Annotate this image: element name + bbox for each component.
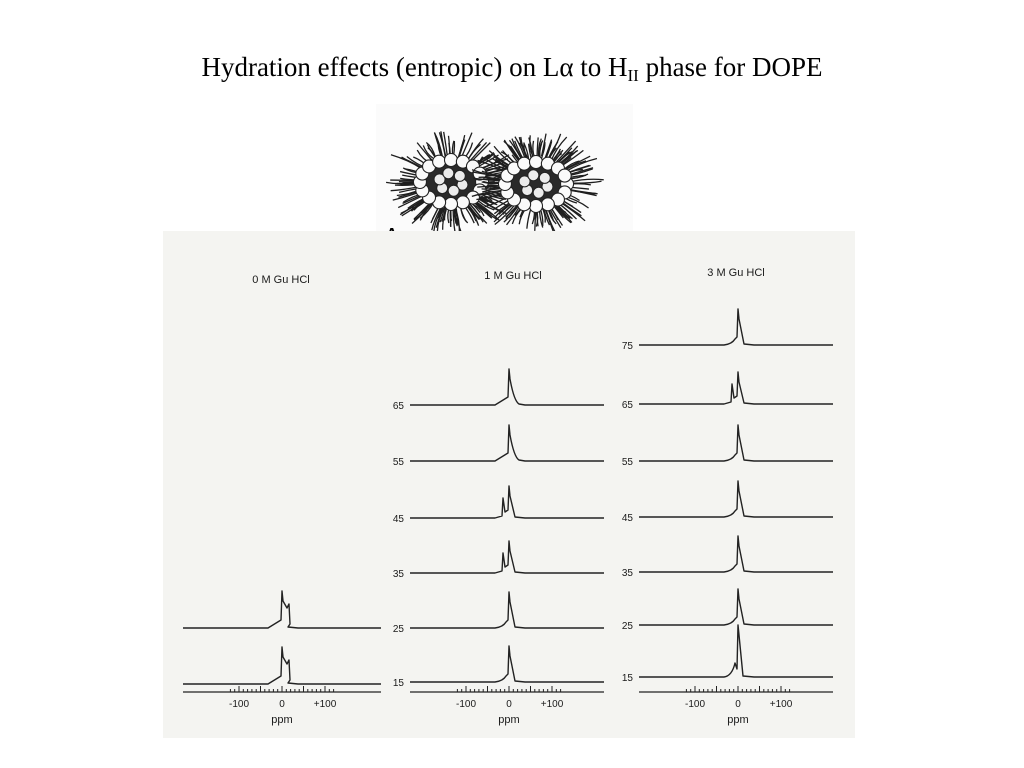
spectrum-trace — [639, 425, 833, 461]
title-end: phase for DOPE — [638, 52, 823, 82]
spectrum-row-label: 15 — [621, 673, 633, 684]
spectrum-trace — [639, 589, 833, 625]
spectrum-row-label: 35 — [621, 568, 633, 579]
spectrum-trace — [639, 481, 833, 517]
spectrum-row-label: 25 — [621, 621, 633, 632]
spectrum-row-label: 35 — [392, 569, 404, 580]
ppm-tick-label: 0 — [735, 699, 741, 710]
ppm-tick-label: +100 — [769, 699, 793, 710]
ppm-tick-label: -100 — [228, 699, 250, 710]
spectrum-row-label: 65 — [621, 400, 633, 411]
spectrum-row-label: 15 — [392, 678, 404, 689]
title-main: Hydration effects (entropic) on L — [201, 52, 560, 82]
spectrum-row-label: 55 — [392, 457, 404, 468]
spectrum-row-label: 45 — [621, 513, 633, 524]
spectrum-trace — [410, 369, 604, 405]
spectrum-row-label: 45 — [392, 514, 404, 525]
spectrum-trace — [183, 647, 381, 684]
title-mid: to H — [573, 52, 628, 82]
spectrum-row-label: 65 — [392, 401, 404, 412]
ppm-tick-label: 0 — [506, 699, 512, 710]
ppm-unit-label: ppm — [271, 714, 293, 726]
spectrum-row-label: 75 — [621, 341, 633, 352]
title-subscript: II — [627, 66, 639, 85]
spectrum-trace — [410, 486, 604, 518]
nmr-spectra-figure — [163, 231, 855, 738]
spectrum-trace — [183, 591, 381, 628]
hexagonal-phase-inset — [376, 104, 633, 252]
spectrum-row-label: 55 — [621, 457, 633, 468]
spectrum-row-label: 25 — [392, 624, 404, 635]
spectrum-trace — [410, 425, 604, 461]
ppm-tick-label: -100 — [455, 699, 477, 710]
spectrum-trace — [410, 646, 604, 682]
ppm-unit-label: ppm — [498, 714, 520, 726]
panel-title: 1 M Gu HCl — [484, 270, 542, 282]
ppm-tick-label: +100 — [540, 699, 564, 710]
spectrum-trace — [639, 372, 833, 404]
ppm-tick-label: +100 — [313, 699, 337, 710]
title-alpha-symbol: α — [559, 52, 574, 82]
nmr-spectra-plot — [163, 231, 855, 738]
hexagonal-phase-drawing — [376, 104, 633, 252]
ppm-tick-label: -100 — [684, 699, 706, 710]
ppm-tick-label: 0 — [279, 699, 285, 710]
spectrum-trace — [410, 592, 604, 628]
panel-title: 0 M Gu HCl — [252, 274, 310, 286]
panel-title: 3 M Gu HCl — [707, 267, 765, 279]
ppm-unit-label: ppm — [727, 714, 749, 726]
spectrum-trace — [639, 625, 833, 677]
slide-title — [0, 52, 1024, 86]
spectrum-trace — [639, 309, 833, 345]
spectrum-trace — [639, 536, 833, 572]
spectrum-trace — [410, 541, 604, 573]
